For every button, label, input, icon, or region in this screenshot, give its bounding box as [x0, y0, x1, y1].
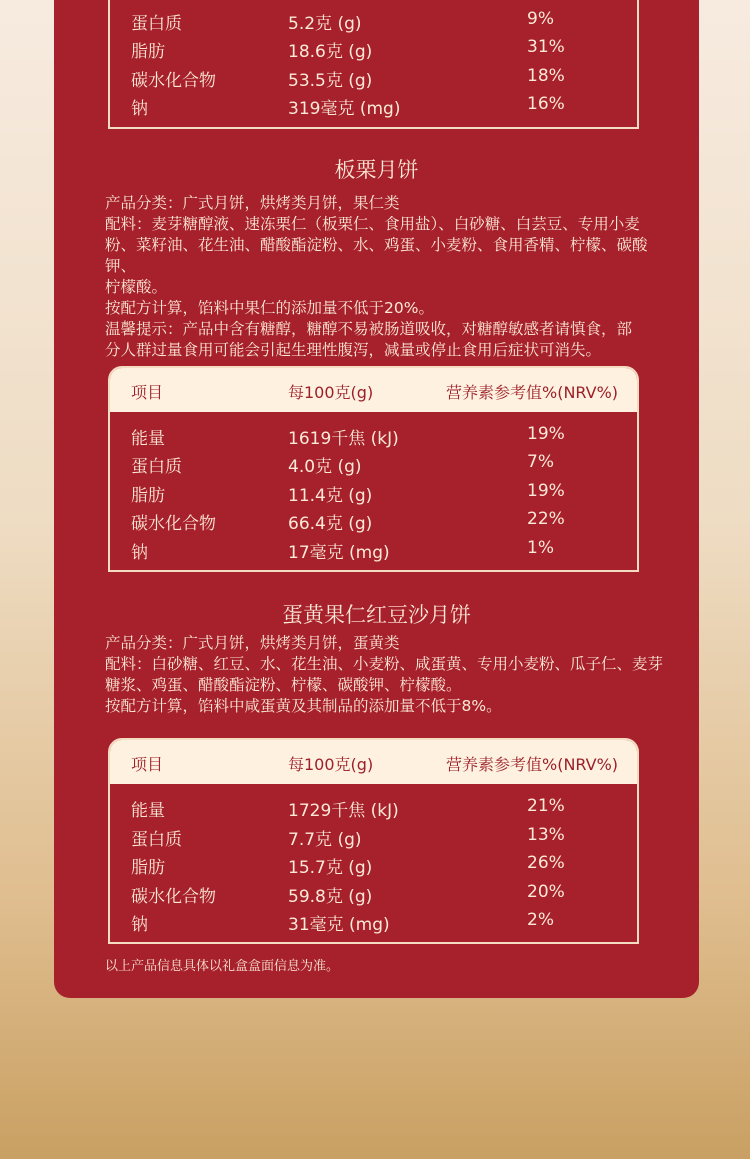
nutrient-nrv: 13%: [527, 825, 565, 845]
footnote: 以上产品信息具体以礼盒盒面信息为准。: [105, 959, 340, 974]
description-line: 按配方计算，馅料中咸蛋黄及其制品的添加量不低于8%。: [105, 697, 502, 715]
nutrient-name: 碳水化合物: [131, 514, 216, 534]
header-item: 项目: [131, 383, 164, 402]
nutrient-amount: 5.2克 (g): [288, 14, 362, 34]
table-row: [131, 910, 631, 934]
description-line: 配料：麦芽糖醇液、速冻栗仁（板栗仁、食用盐）、白砂糖、白芸豆、专用小麦: [105, 215, 640, 233]
nutrient-nrv: 31%: [527, 37, 565, 57]
header-nrv: 营养素参考值%(NRV%): [446, 383, 619, 402]
nutrient-amount: 18.6克 (g): [288, 42, 373, 62]
nutrient-amount: 17毫克 (mg): [288, 543, 390, 563]
description-line: 按配方计算，馅料中果仁的添加量不低于20%。: [105, 299, 434, 317]
product-description: [105, 193, 665, 361]
table-header: [110, 740, 637, 784]
description-line: 糖浆、鸡蛋、醋酸酯淀粉、柠檬、碳酸钾、柠檬酸。: [105, 676, 462, 694]
nutrient-name: 钠: [131, 543, 148, 563]
nutrient-nrv: 21%: [527, 796, 565, 816]
nutrient-nrv: 2%: [527, 910, 554, 930]
product-title: 板栗月饼: [334, 158, 419, 182]
nutrient-nrv: 16%: [527, 94, 565, 114]
nutrient-amount: 319毫克 (mg): [288, 99, 401, 119]
description-line: 柠檬酸。: [105, 278, 168, 296]
nutrient-amount: 4.0克 (g): [288, 457, 362, 477]
table-row: [131, 509, 631, 533]
nutrient-nrv: 20%: [527, 882, 565, 902]
header-per100g: 每100克(g): [288, 755, 374, 774]
nutrient-nrv: 7%: [527, 452, 554, 472]
table-row: [131, 66, 631, 90]
description-line: 温馨提示：产品中含有糖醇，糖醇不易被肠道吸收，对糖醇敏感者请慎食，部: [105, 320, 633, 338]
table-row: [131, 424, 631, 448]
nutrient-name: 钠: [131, 915, 148, 935]
nutrient-name: 能量: [131, 801, 165, 821]
nutrient-name: 能量: [131, 429, 165, 449]
nutrient-name: 蛋白质: [131, 830, 182, 850]
nutrient-nrv: 22%: [527, 509, 565, 529]
nutrient-amount: 66.4克 (g): [288, 514, 373, 534]
table-header: [110, 368, 637, 412]
nutrient-name: 脂肪: [131, 42, 165, 62]
table-row: [131, 481, 631, 505]
description-line: 配料：白砂糖、红豆、水、花生油、小麦粉、咸蛋黄、专用小麦粉、瓜子仁、麦芽: [105, 655, 664, 673]
product-description: [105, 633, 665, 717]
nutrient-amount: 7.7克 (g): [288, 830, 362, 850]
table-row: [131, 94, 631, 118]
table-row: [131, 796, 631, 820]
table-row: [131, 452, 631, 476]
nutrient-nrv: 19%: [527, 481, 565, 501]
nutrient-nrv: 1%: [527, 538, 554, 558]
nutrient-name: 蛋白质: [131, 457, 182, 477]
nutrient-nrv: 19%: [527, 424, 565, 444]
nutrient-nrv: 9%: [527, 9, 554, 29]
header-per100g: 每100克(g): [288, 383, 374, 402]
nutrient-amount: 59.8克 (g): [288, 887, 373, 907]
nutrient-name: 脂肪: [131, 858, 165, 878]
nutrient-name: 钠: [131, 99, 148, 119]
table-row: [131, 825, 631, 849]
description-line: 产品分类：广式月饼，烘烤类月饼，果仁类: [105, 194, 400, 212]
description-line: 分人群过量食用可能会引起生理性腹泻，减量或停止食用后症状可消失。: [105, 341, 602, 359]
product-title: 蛋黄果仁红豆沙月饼: [282, 603, 471, 627]
nutrient-amount: 1729千焦 (kJ): [288, 801, 399, 821]
header-nrv: 营养素参考值%(NRV%): [446, 755, 619, 774]
description-line: 粉、菜籽油、花生油、醋酸酯淀粉、水、鸡蛋、小麦粉、食用香精、柠檬、碳酸钾、: [105, 236, 648, 275]
nutrient-amount: 31毫克 (mg): [288, 915, 390, 935]
nutrient-name: 碳水化合物: [131, 887, 216, 907]
nutrient-name: 蛋白质: [131, 14, 182, 34]
description-line: 产品分类：广式月饼，烘烤类月饼，蛋黄类: [105, 634, 400, 652]
nutrient-nrv: 26%: [527, 853, 565, 873]
table-row: [131, 538, 631, 562]
table-row: [131, 9, 631, 33]
header-item: 项目: [131, 755, 164, 774]
table-row: [131, 37, 631, 61]
nutrient-name: 脂肪: [131, 486, 165, 506]
table-row: [131, 853, 631, 877]
nutrient-amount: 11.4克 (g): [288, 486, 373, 506]
nutrient-amount: 1619千焦 (kJ): [288, 429, 399, 449]
table-row: [131, 882, 631, 906]
nutrient-amount: 53.5克 (g): [288, 71, 373, 91]
nutrient-name: 碳水化合物: [131, 71, 216, 91]
nutrient-nrv: 18%: [527, 66, 565, 86]
nutrient-amount: 15.7克 (g): [288, 858, 373, 878]
